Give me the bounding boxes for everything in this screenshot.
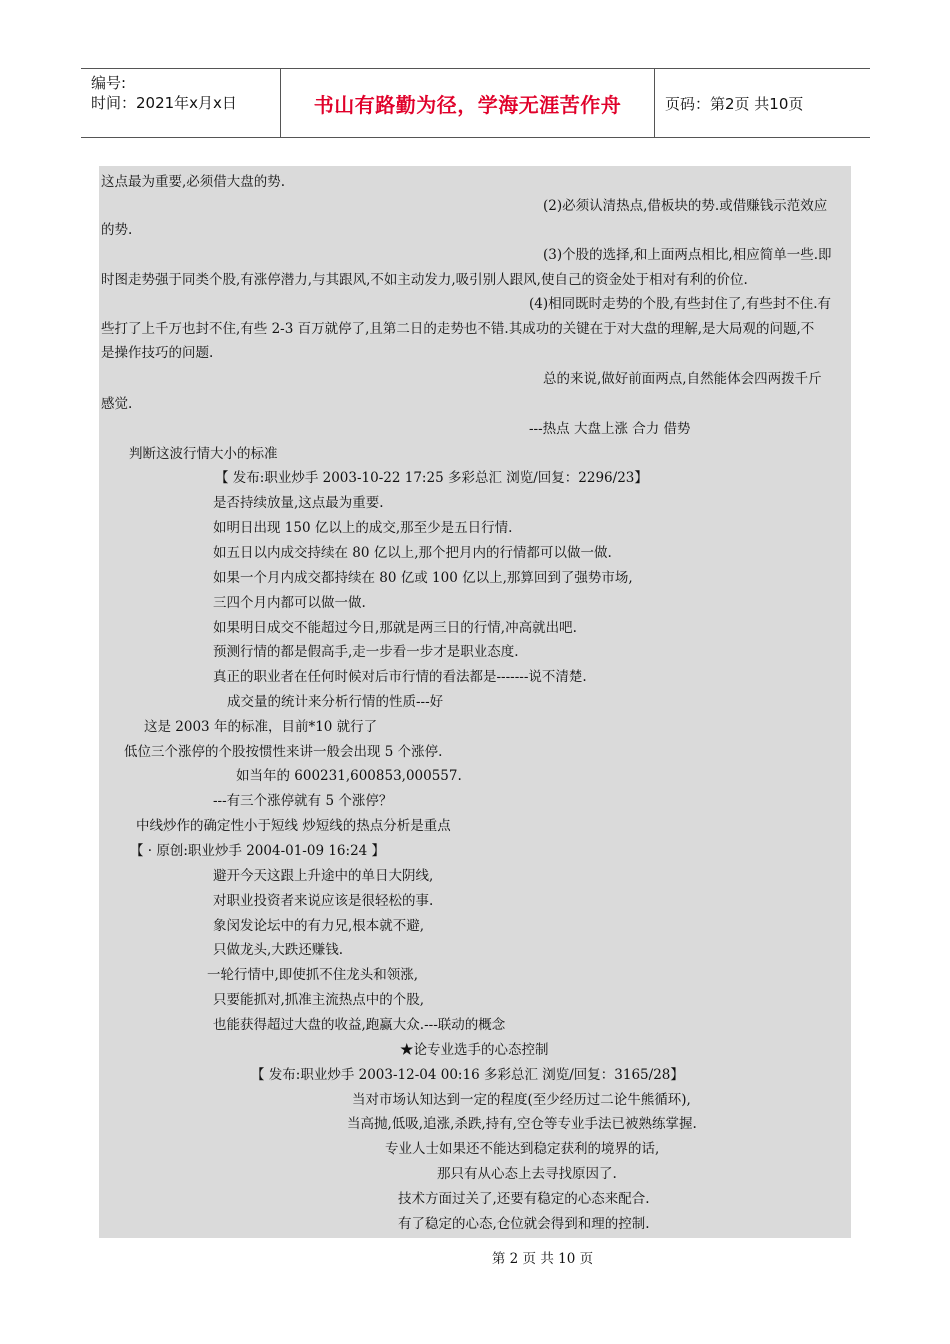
text-line: 是否持续放量,这点最为重要. (213, 495, 384, 511)
text-line: 时图走势强于同类个股,有涨停潜力,与其跟风,不如主动发力,吸引别人跟风,使自己的资金处于相对有利的价位. (101, 272, 748, 288)
text-line: 避开今天这跟上升途中的单日大阴线, (213, 868, 434, 884)
text-line: ---有三个涨停就有 5 个涨停？ (213, 793, 393, 809)
text-line: 也能获得超过大盘的收益,跑赢大众.---联动的概念 (213, 1017, 506, 1033)
text-line: 有了稳定的心态,仓位就会得到和理的控制. (398, 1216, 650, 1232)
text-line: 中线炒作的确定性小于短线 炒短线的热点分析是重点 (136, 818, 451, 834)
text-line: 【 发布:职业炒手 2003-12-04 00:16 多彩总汇 浏览/回复：3165/28】 (251, 1067, 684, 1083)
text-line: 专业人士如果还不能达到稳定获利的境界的话, (385, 1141, 660, 1157)
text-line: 三四个月内都可以做一做. (213, 595, 366, 611)
header-motto: 书山有路勤为径，学海无涯苦作舟 (281, 69, 655, 137)
text-line: 对职业投资者来说应该是很轻松的事. (213, 893, 434, 909)
text-line: 的势. (101, 222, 133, 238)
header-meta (81, 69, 281, 137)
text-line: 如明日出现 150 亿以上的成交,那至少是五日行情. (213, 520, 513, 536)
text-line: 成交量的统计来分析行情的性质---好 (227, 694, 444, 710)
text-line: 这是 2003 年的标准，目前*10 就行了 (144, 719, 378, 735)
text-line: 低位三个涨停的个股按惯性来讲一般会出现 5 个涨停. (124, 744, 443, 760)
text-line: 一轮行情中,即使抓不住龙头和领涨, (207, 967, 419, 983)
text-line: 预测行情的都是假高手,走一步看一步才是职业态度. (213, 644, 519, 660)
text-line: 那只有从心态上去寻找原因了. (437, 1166, 617, 1182)
text-line: 总的来说,做好前面两点,自然能体会四两拨千斤 (543, 371, 822, 387)
page-header (81, 68, 870, 138)
text-line: 当对市场认知达到一定的程度(至少经历过二论牛熊循环), (352, 1092, 691, 1108)
text-line: 象闵发论坛中的有力兄,根本就不避, (213, 918, 425, 934)
text-line: 只要能抓对,抓准主流热点中的个股, (213, 992, 425, 1008)
text-line: 判断这波行情大小的标准 (129, 446, 278, 462)
text-line: 当高抛,低吸,追涨,杀跌,持有,空仓等专业手法已被熟练掌握. (347, 1116, 697, 1132)
text-line: 是操作技巧的问题. (101, 345, 214, 361)
text-line: ★论专业选手的心态控制 (400, 1042, 549, 1058)
header-number-label: 编号: (91, 74, 127, 92)
text-line: 些打了上千万也封不住,有些 2-3 百万就停了,且第二日的走势也不错.其成功的关键在于对大盘的理解,是大局观的问题,不 (101, 321, 815, 337)
header-time-label: 时间：2021年x月x日 (91, 94, 237, 112)
document-body (99, 166, 851, 1238)
text-line: 【 发布:职业炒手 2003-10-22 17:25 多彩总汇 浏览/回复：2296/23】 (215, 470, 648, 486)
text-line: (2)必须认清热点,借板块的势.或借赚钱示范效应 (543, 198, 828, 214)
text-line: (3)个股的选择,和上面两点相比,相应简单一些.即 (543, 247, 832, 263)
text-line: 这点最为重要,必须借大盘的势. (101, 174, 286, 190)
text-line: 如果一个月内成交都持续在 80 亿或 100 亿以上,那算回到了强势市场, (213, 570, 633, 586)
text-line: 真正的职业者在任何时候对后市行情的看法都是-------说不清楚. (213, 669, 587, 685)
text-line: ---热点 大盘上涨 合力 借势 (529, 421, 691, 437)
text-line: 只做龙头,大跌还赚钱. (213, 942, 344, 958)
text-line: (4)相同既时走势的个股,有些封住了,有些封不住.有 (529, 296, 831, 312)
text-line: 如当年的 600231,600853,000557. (236, 768, 462, 784)
text-line: 【 · 原创:职业炒手 2004-01-09 16:24 】 (130, 843, 386, 859)
header-page-info: 页码：第2页 共10页 (665, 94, 804, 113)
text-line: 如果明日成交不能超过今日,那就是两三日的行情,冲高就出吧. (213, 620, 577, 636)
page-footer: 第 2 页 共 10 页 (491, 1251, 594, 1267)
text-line: 如五日以内成交持续在 80 亿以上,那个把月内的行情都可以做一做. (213, 545, 612, 561)
text-line: 技术方面过关了,还要有稳定的心态来配合. (398, 1191, 650, 1207)
text-line: 感觉. (101, 396, 133, 412)
